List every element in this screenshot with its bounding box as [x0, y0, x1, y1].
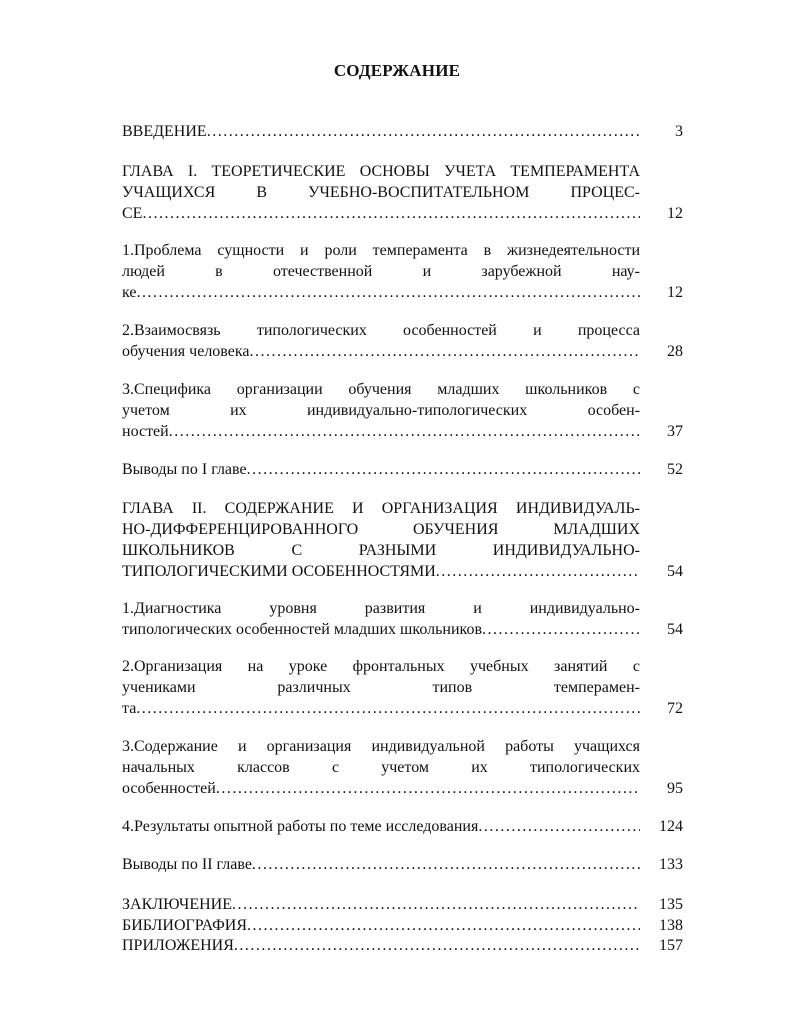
toc-page-number: 54 — [667, 621, 683, 638]
toc-page-number: 95 — [667, 780, 683, 797]
dot-leader — [136, 282, 640, 303]
toc-page-number: 157 — [659, 937, 683, 954]
toc-page-number: 135 — [659, 896, 683, 913]
toc-entry-line: людей в отечественной и зарубежной нау- — [122, 263, 640, 280]
toc-entry-last-line — [122, 203, 640, 224]
dot-leader — [136, 698, 640, 719]
dot-leader — [142, 203, 640, 224]
toc-entry-text: ВВЕДЕНИЕ — [122, 123, 207, 140]
toc-entry-text: типологических особенностей младших школьников — [122, 621, 483, 638]
toc-entry — [122, 161, 640, 224]
toc-entry — [122, 915, 640, 936]
toc-entry-text: ностей — [122, 423, 169, 440]
dot-leader — [216, 778, 640, 799]
toc-page-number: 124 — [659, 818, 683, 835]
toc-entry-text: та — [122, 700, 137, 717]
toc-entry — [122, 598, 640, 640]
toc-entry — [122, 121, 640, 142]
toc-entry-last-line — [122, 778, 640, 799]
toc-page-number: 12 — [667, 205, 683, 222]
toc-entry-line: учетом их индивидуально-типологических особен- — [122, 402, 640, 419]
toc-entry-text: особенностей — [122, 780, 216, 797]
toc-entry — [122, 498, 640, 582]
toc-entry-line: 1.Диагностика уровня развития и индивидуально- — [122, 600, 640, 617]
toc-entry-text: ПРИЛОЖЕНИЯ — [122, 937, 234, 954]
toc-entry — [122, 736, 640, 799]
dot-leader — [436, 561, 640, 582]
toc-entry-last-line — [122, 121, 640, 142]
toc-entry-text: ке — [122, 284, 137, 301]
toc-entry — [122, 894, 640, 915]
toc-page-number: 12 — [667, 284, 683, 301]
toc-entry-line: начальных классов с учетом их типологических — [122, 759, 640, 776]
toc-entry-line: ГЛАВА II. СОДЕРЖАНИЕ И ОРГАНИЗАЦИЯ ИНДИВИДУАЛЬ- — [122, 500, 640, 517]
toc-entry-last-line — [122, 341, 640, 362]
toc-entry — [122, 816, 640, 837]
toc-entry-line: учениками различных типов темперамен- — [122, 679, 640, 696]
toc-entry-line: УЧАЩИХСЯ В УЧЕБНО-ВОСПИТАТЕЛЬНОМ ПРОЦЕС- — [122, 184, 640, 201]
toc-entry-last-line — [122, 282, 640, 303]
dot-leader — [252, 854, 640, 875]
toc-page-number: 138 — [659, 917, 683, 934]
dot-leader — [250, 341, 641, 362]
toc-entry-text: ТИПОЛОГИЧЕСКИМИ ОСОБЕННОСТЯМИ — [122, 563, 436, 580]
dot-leader — [478, 816, 640, 837]
toc-entry-line: 3.Специфика организации обучения младших школьников с — [122, 381, 640, 398]
toc-entry-last-line — [122, 816, 640, 837]
toc-entry — [122, 854, 640, 875]
toc-entry-text: СЕ — [122, 205, 143, 222]
toc-entry-last-line — [122, 854, 640, 875]
toc-entry-line: 3.Содержание и организация индивидуальной работы учащихся — [122, 738, 640, 755]
toc-entry-last-line — [122, 698, 640, 719]
toc-page-number: 37 — [667, 423, 683, 440]
toc-entry — [122, 656, 640, 719]
toc-entry-text: обучения человека — [122, 343, 250, 360]
toc-entry-line: ГЛАВА I. ТЕОРЕТИЧЕСКИЕ ОСНОВЫ УЧЕТА ТЕМПЕРАМЕНТА — [122, 163, 640, 180]
toc-entry-last-line — [122, 459, 640, 480]
toc-entry-last-line — [122, 619, 640, 640]
dot-leader — [169, 421, 640, 442]
toc-page-number: 72 — [667, 700, 683, 717]
toc-entry-last-line — [122, 894, 640, 915]
toc-entry-text: Выводы по I главе — [122, 461, 247, 478]
toc-entry-line: НО-ДИФФЕРЕНЦИРОВАННОГО ОБУЧЕНИЯ МЛАДШИХ — [122, 521, 640, 538]
toc-page-number: 28 — [667, 343, 683, 360]
toc-entry — [122, 320, 640, 362]
toc-entry — [122, 459, 640, 480]
dot-leader — [247, 459, 640, 480]
toc-entry — [122, 240, 640, 303]
toc-entry-line: 1.Проблема сущности и роли темперамента в жизнедеятельности — [122, 242, 640, 259]
toc-page-number: 54 — [667, 563, 683, 580]
toc-page-number: 133 — [659, 856, 683, 873]
toc-entry-line: ШКОЛЬНИКОВ С РАЗНЫМИ ИНДИВИДУАЛЬНО- — [122, 542, 640, 559]
dot-leader — [247, 915, 640, 936]
toc-entry-text: 4.Результаты опытной работы по теме исследования — [122, 818, 479, 835]
toc-entry — [122, 379, 640, 442]
toc-entry-last-line — [122, 421, 640, 442]
page-title: СОДЕРЖАНИЕ — [333, 61, 461, 80]
dot-leader — [207, 121, 640, 142]
toc-entry-text: ЗАКЛЮЧЕНИЕ — [122, 896, 232, 913]
toc-entry — [122, 935, 640, 956]
toc-page-number: 52 — [667, 461, 683, 478]
toc-entry-last-line — [122, 935, 640, 956]
toc-entry-text: Выводы по II главе — [122, 856, 252, 873]
dot-leader — [234, 935, 640, 956]
dot-leader — [482, 619, 640, 640]
toc-entry-last-line — [122, 915, 640, 936]
toc-entry-text: БИБЛИОГРАФИЯ — [122, 917, 248, 934]
toc-entry-line: 2.Взаимосвязь типологических особенностей и процесса — [122, 322, 640, 339]
dot-leader — [232, 894, 640, 915]
toc-entry-last-line — [122, 561, 640, 582]
toc-entry-line: 2.Организация на уроке фронтальных учебных занятий с — [122, 658, 640, 675]
toc-page-number: 3 — [675, 123, 683, 140]
